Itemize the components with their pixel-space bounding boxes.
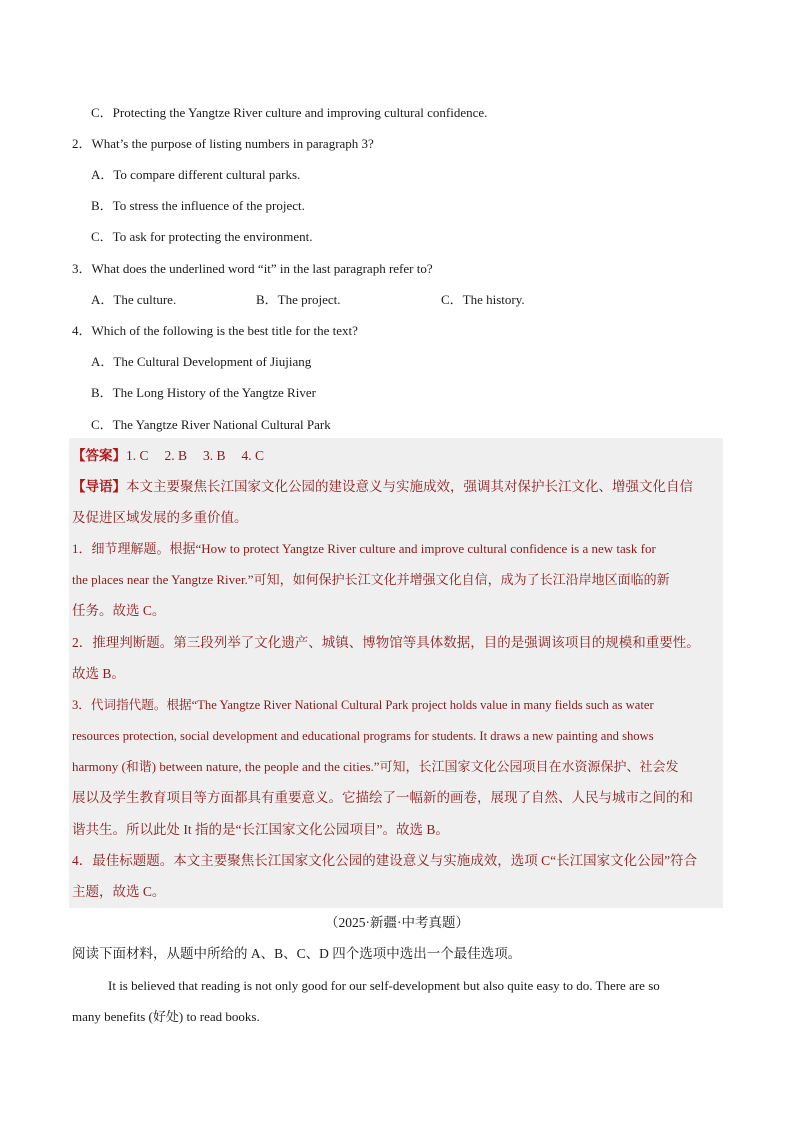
q2-option-a: A．To compare different cultural parks. bbox=[91, 167, 301, 182]
q3-option-a: A．The culture. bbox=[91, 292, 177, 307]
guide-line-1 bbox=[72, 477, 693, 497]
source-heading: （2025·新疆·中考真题） bbox=[325, 915, 469, 930]
q1-option-c: C．Protecting the Yangtze River culture and improving cultural confidence. bbox=[91, 105, 488, 120]
q4-stem: 4．Which of the following is the best title for the text? bbox=[72, 323, 358, 338]
answer-item-4: 4. C bbox=[241, 448, 265, 463]
q3-option-b: B．The project. bbox=[256, 292, 341, 307]
q2-stem: 2．What’s the purpose of listing numbers in paragraph 3? bbox=[72, 136, 374, 151]
explain3-line-4: 展以及学生教育项目等方面都具有重要意义。它描绘了一幅新的画卷，展现了自然、人民与城市之间的和 bbox=[72, 790, 693, 805]
explain2-line-2: 故选 B。 bbox=[72, 666, 125, 681]
explain1-line-2: the places near the Yangtze River.”可知，如何保护长江文化并增强文化自信，成为了长江沿岸地区面临的新 bbox=[72, 572, 670, 587]
q4-option-c: C．The Yangtze River National Cultural Park bbox=[91, 417, 331, 432]
explain3-line-5: 谐共生。所以此处 It 指的是“长江国家文化公园项目”。故选 B。 bbox=[72, 822, 449, 837]
guide-text-1: 本文主要聚焦长江国家文化公园的建设意义与实施成效，强调其对保护长江文化、增强文化自信 bbox=[126, 479, 693, 494]
explain1-line-1: 1．细节理解题。根据“How to protect Yangtze River culture and improve cultural confidence is a new task for bbox=[72, 541, 656, 556]
answer-item-1: 1. C bbox=[126, 448, 149, 463]
guide-tag: 【导语】 bbox=[72, 479, 126, 494]
q3-stem: 3．What does the underlined word “it” in the last paragraph refer to? bbox=[72, 261, 433, 276]
q2-option-b: B．To stress the influence of the project. bbox=[91, 198, 305, 213]
explain3-line-1: 3．代词指代题。根据“The Yangtze River National Cultural Park project holds value in many fields such as water bbox=[72, 698, 654, 712]
explain4-line-2: 主题，故选 C。 bbox=[72, 884, 166, 899]
passage-line-1: It is believed that reading is not only good for our self-development but also quite easy to do. There are so bbox=[108, 978, 660, 993]
answer-tag: 【答案】 bbox=[72, 448, 126, 463]
answer-item-3: 3. B bbox=[203, 448, 226, 463]
q4-option-a: A．The Cultural Development of Jiujiang bbox=[91, 354, 312, 369]
explain2-line-1: 2．推理判断题。第三段列举了文化遗产、城镇、博物馆等具体数据，目的是强调该项目的规模和重要性。 bbox=[72, 635, 700, 650]
instruction: 阅读下面材料，从题中所给的 A、B、C、D 四个选项中选出一个最佳选项。 bbox=[72, 946, 522, 961]
explain3-line-3: harmony (和谐) between nature, the people and the cities.”可知，长江国家文化公园项目在水资源保护、社会发 bbox=[72, 759, 679, 774]
explain4-line-1: 4．最佳标题题。本文主要聚焦长江国家文化公园的建设意义与实施成效，选项 C“长江国家文化公园”符合 bbox=[72, 853, 698, 868]
guide-line-2: 及促进区域发展的多重价值。 bbox=[72, 510, 248, 525]
q3-option-c: C．The history. bbox=[441, 292, 525, 307]
explain1-line-3: 任务。故选 C。 bbox=[72, 603, 166, 618]
passage-line-2: many benefits (好处) to read books. bbox=[72, 1009, 260, 1024]
answer-line bbox=[72, 446, 264, 466]
explain3-line-2: resources protection, social development and educational programs for students. It draws a new painting and shows bbox=[72, 729, 654, 743]
q2-option-c: C．To ask for protecting the environment. bbox=[91, 229, 313, 244]
q4-option-b: B．The Long History of the Yangtze River bbox=[91, 385, 316, 400]
answer-item-2: 2. B bbox=[164, 448, 188, 463]
